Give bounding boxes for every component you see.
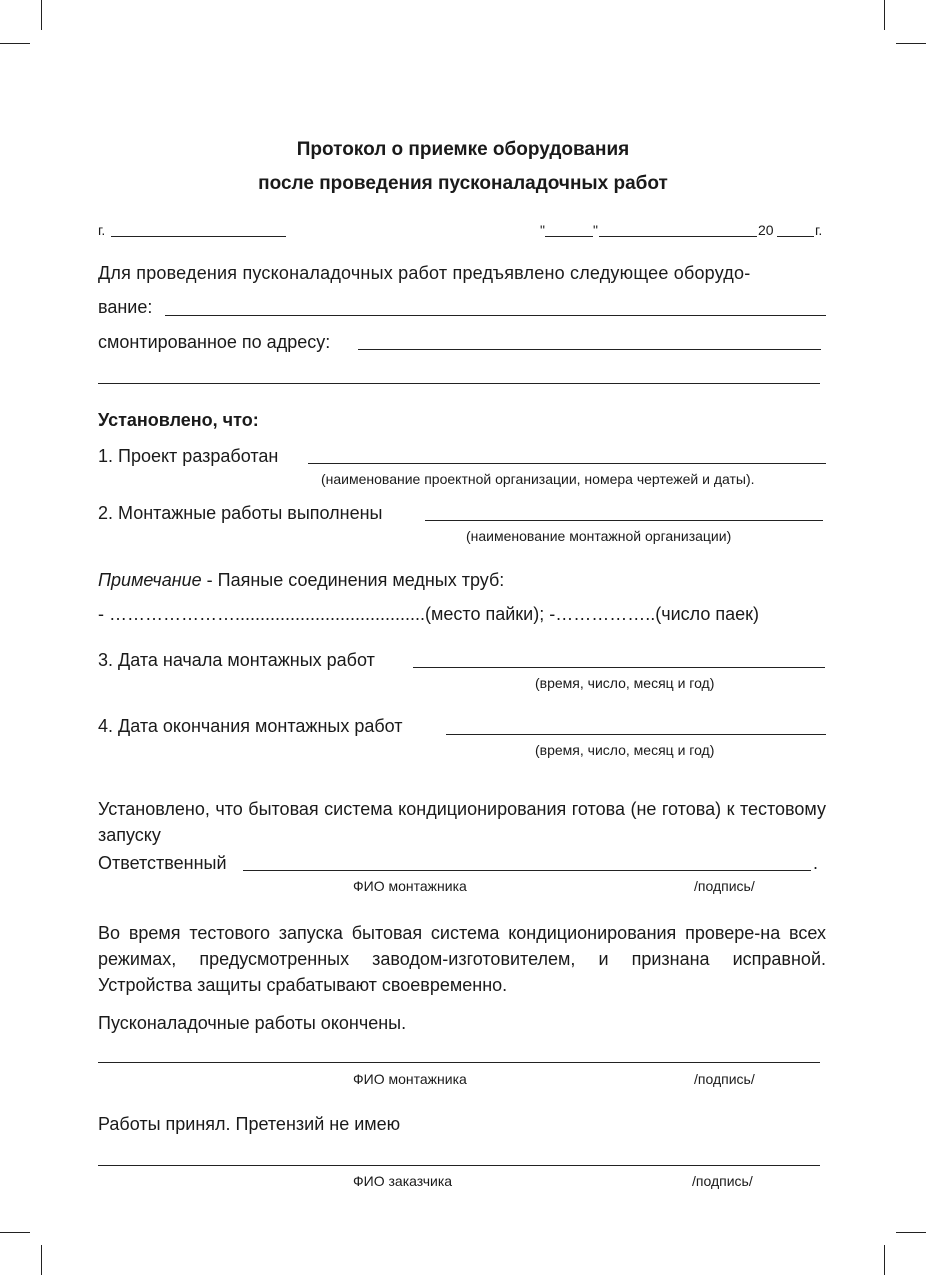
city-field-line[interactable]: [111, 236, 286, 237]
project-caption: (наименование проектной организации, номера чертежей и даты).: [321, 471, 755, 487]
readiness-text: Установлено, что бытовая система кондиционирования готова (не готова) к тестовому запуску: [98, 799, 826, 845]
date-day-field-line[interactable]: [545, 236, 593, 237]
acceptance-fio-caption: ФИО заказчика: [353, 1173, 453, 1189]
completion-fio-caption: ФИО монтажника: [353, 1071, 467, 1087]
test-text: Во время тестового запуска бытовая система кондиционирования провере-на всех режимах, предусмотренных заводом-изготовителем, и признана исправной. Устройства защиты срабатывают своевременно.: [98, 923, 826, 995]
completion-sign-caption: /подпись/: [694, 1071, 755, 1087]
acceptance-sign-caption: /подпись/: [692, 1173, 753, 1189]
intro-line2: вание:: [98, 297, 153, 317]
start-date-label: 3. Дата начала монтажных работ: [98, 650, 375, 670]
installation-caption: (наименование монтажной организации): [466, 528, 732, 544]
responsible-fio-caption: ФИО монтажника: [353, 878, 467, 894]
acceptance-field-line[interactable]: [98, 1165, 820, 1166]
crop-mark-top-right-v: [884, 0, 885, 30]
established-heading: Установлено, что:: [98, 410, 259, 430]
crop-mark-top-left-h: [0, 43, 30, 44]
address-field-line-2[interactable]: [98, 383, 820, 384]
date-open-quote: ": [540, 222, 545, 238]
completion-text: Пусконаладочные работы окончены.: [98, 1013, 407, 1033]
start-date-caption: (время, число, месяц и год): [535, 675, 715, 691]
responsible-end: .: [813, 853, 819, 873]
address-field-line[interactable]: [358, 349, 821, 350]
end-date-field-line[interactable]: [446, 734, 826, 735]
date-month-field-line[interactable]: [599, 236, 757, 237]
crop-mark-top-left-v: [41, 0, 42, 30]
responsible-sign-caption: /подпись/: [694, 878, 755, 894]
crop-mark-top-right-h: [896, 43, 926, 44]
year-prefix: 20: [758, 222, 774, 238]
start-date-field-line[interactable]: [413, 667, 825, 668]
crop-mark-bottom-right-h: [896, 1232, 926, 1233]
year-suffix: г.: [815, 222, 823, 238]
acceptance-text: Работы принял. Претензий не имею: [98, 1114, 401, 1134]
responsible-label: Ответственный: [98, 853, 227, 873]
equipment-field-line[interactable]: [165, 315, 826, 316]
address-label: смонтированное по адресу:: [98, 332, 331, 352]
document-title-line1: Протокол о приемке оборудования: [296, 139, 630, 160]
note-text: - Паяные соединения медных труб:: [201, 570, 505, 590]
project-label: 1. Проект разработан: [98, 446, 279, 466]
crop-mark-bottom-left-v: [41, 1245, 42, 1275]
crop-mark-bottom-left-h: [0, 1232, 30, 1233]
note-italic-label: Примечание: [98, 570, 202, 590]
note-dots-line: - …………………......................................(место пайки); -……………..(число паек): [98, 604, 759, 624]
installation-field-line[interactable]: [425, 520, 823, 521]
city-prefix: г.: [98, 222, 106, 238]
end-date-label: 4. Дата окончания монтажных работ: [98, 716, 403, 736]
date-close-quote: ": [593, 222, 598, 238]
installation-label: 2. Монтажные работы выполнены: [98, 503, 383, 523]
note-line: [98, 570, 504, 591]
date-year-field-line[interactable]: [777, 236, 814, 237]
completion-field-line[interactable]: [98, 1062, 820, 1063]
crop-mark-bottom-right-v: [884, 1245, 885, 1275]
document-title-line2: после проведения пусконаладочных работ: [258, 173, 668, 194]
project-field-line[interactable]: [308, 463, 826, 464]
intro-line1: Для проведения пусконаладочных работ предъявлено следующее оборудо-: [98, 263, 751, 283]
end-date-caption: (время, число, месяц и год): [535, 742, 715, 758]
responsible-field-line[interactable]: [243, 870, 811, 871]
